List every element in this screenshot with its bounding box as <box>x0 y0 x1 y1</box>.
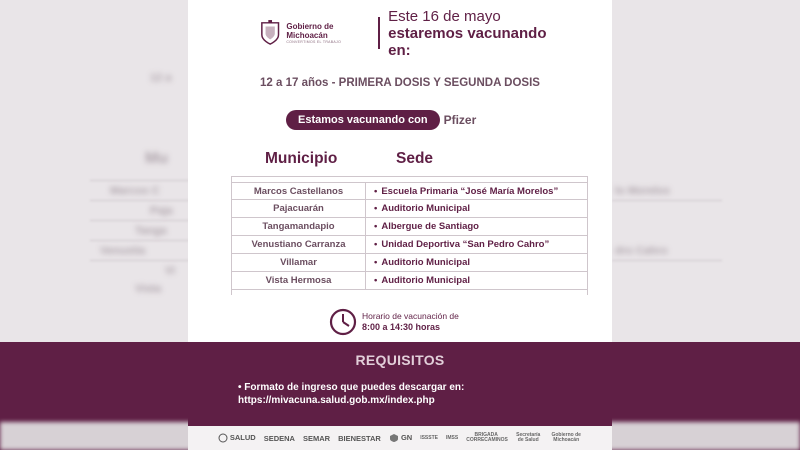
table-row <box>232 254 587 272</box>
vaccine-label-pill: Estamos vacunando con <box>286 110 440 130</box>
blurred-text: Marcos C <box>110 185 160 197</box>
blurred-line <box>612 200 722 201</box>
column-municipio: Municipio <box>265 150 338 167</box>
sede-cell: • Escuela Primaria “José María Morelos” <box>366 183 587 199</box>
bullet-icon: • <box>374 221 378 232</box>
sedena-logo: SEDENA <box>263 433 295 443</box>
gobierno-footer-logo: Gobierno de Michoacán <box>551 432 581 443</box>
bullet-icon: • <box>374 203 378 214</box>
blurred-line <box>90 240 190 241</box>
age-dose-info: 12 a 17 años - PRIMERA DOSIS Y SEGUNDA DOSIS <box>260 77 540 89</box>
blurred-text: Vi <box>165 265 176 277</box>
title-message: estaremos vacunando en: <box>388 24 547 59</box>
bullet-icon: • <box>374 275 378 286</box>
table-row <box>232 182 587 200</box>
municipio-cell: Tangamandapio <box>232 218 366 235</box>
bullet-icon: • <box>374 239 378 250</box>
brigada-logo: BRIGADA CORRECAMINOS <box>466 432 508 443</box>
logo-name: Gobierno de Michoacán <box>286 22 334 40</box>
blurred-text: Venustia <box>100 245 146 257</box>
requirements-title: REQUISITOS <box>355 352 445 368</box>
gn-logo: GN <box>389 433 412 443</box>
column-sede: Sede <box>396 150 434 167</box>
clock-icon <box>329 308 357 336</box>
blurred-text: Tanga <box>135 225 167 237</box>
badge-icon <box>389 433 399 443</box>
vaccine-row <box>286 110 476 130</box>
registration-link[interactable]: https://mivacuna.salud.gob.mx/index.php <box>238 395 435 406</box>
salud-logo: SALUD <box>218 433 256 443</box>
municipio-cell: Marcos Castellanos <box>232 183 366 199</box>
semar-logo: SEMAR <box>302 433 331 443</box>
blurred-line <box>90 260 190 261</box>
schedule-time: 8:00 a 14:30 horas <box>362 322 441 332</box>
table-row <box>232 218 587 236</box>
requirement-item: • Formato de ingreso que puedes descargar en: <box>238 382 465 393</box>
municipio-cell: Vista Hermosa <box>232 272 366 289</box>
table-row <box>232 200 587 218</box>
sede-cell: • Unidad Deportiva “San Pedro Cahro” <box>366 236 587 253</box>
blurred-line <box>90 180 190 181</box>
blurred-text: dro Cahro <box>615 245 668 257</box>
sede-cell: • Auditorio Municipal <box>366 254 587 271</box>
blurred-line <box>90 220 190 221</box>
government-logo <box>260 19 370 47</box>
municipio-cell: Venustiano Carranza <box>232 236 366 253</box>
sede-cell: • Albergue de Santiago <box>366 218 587 235</box>
blurred-text: 12 a <box>150 72 172 84</box>
schedule-label: Horario de vacunación de <box>362 311 459 321</box>
eagle-seal-icon <box>218 433 228 443</box>
schedule-info <box>329 308 459 336</box>
municipio-cell: Villamar <box>232 254 366 271</box>
blurred-text: Mu <box>145 150 169 167</box>
title-date: Este 16 de mayo <box>388 7 501 25</box>
vaccine-brand: Pfizer <box>443 113 477 127</box>
blurred-text: Vista <box>135 283 162 295</box>
header-title <box>388 8 560 59</box>
secretaria-logo: Secretaría de Salud <box>516 432 541 443</box>
requirements-section <box>188 342 612 426</box>
bullet-icon: • <box>374 257 378 268</box>
schedule-text <box>362 311 459 333</box>
locations-table <box>231 176 588 295</box>
blurred-text: lo Morelos <box>615 185 671 197</box>
table-bottom-padding <box>232 290 587 295</box>
blurred-line <box>612 260 722 261</box>
blurred-line <box>90 200 190 201</box>
header-divider <box>378 17 380 49</box>
table-row <box>232 272 587 290</box>
issste-logo: ISSSTE <box>420 434 438 441</box>
poster-header <box>260 7 560 59</box>
bienestar-logo: BIENESTAR <box>338 433 381 443</box>
michoacan-shield-icon <box>260 19 280 47</box>
municipio-cell: Pajacuarán <box>232 200 366 217</box>
sede-cell: • Auditorio Municipal <box>366 272 587 289</box>
table-row <box>232 236 587 254</box>
blurred-text: Paja <box>150 205 173 217</box>
vaccination-poster <box>188 0 612 450</box>
logo-tagline: CONVERTIMOS EL TRABAJO <box>286 40 342 44</box>
bullet-icon: • <box>374 186 378 197</box>
institution-logos <box>188 426 612 450</box>
imss-logo: IMSS <box>445 434 459 441</box>
sede-cell: • Auditorio Municipal <box>366 200 587 217</box>
table-header <box>188 150 612 170</box>
